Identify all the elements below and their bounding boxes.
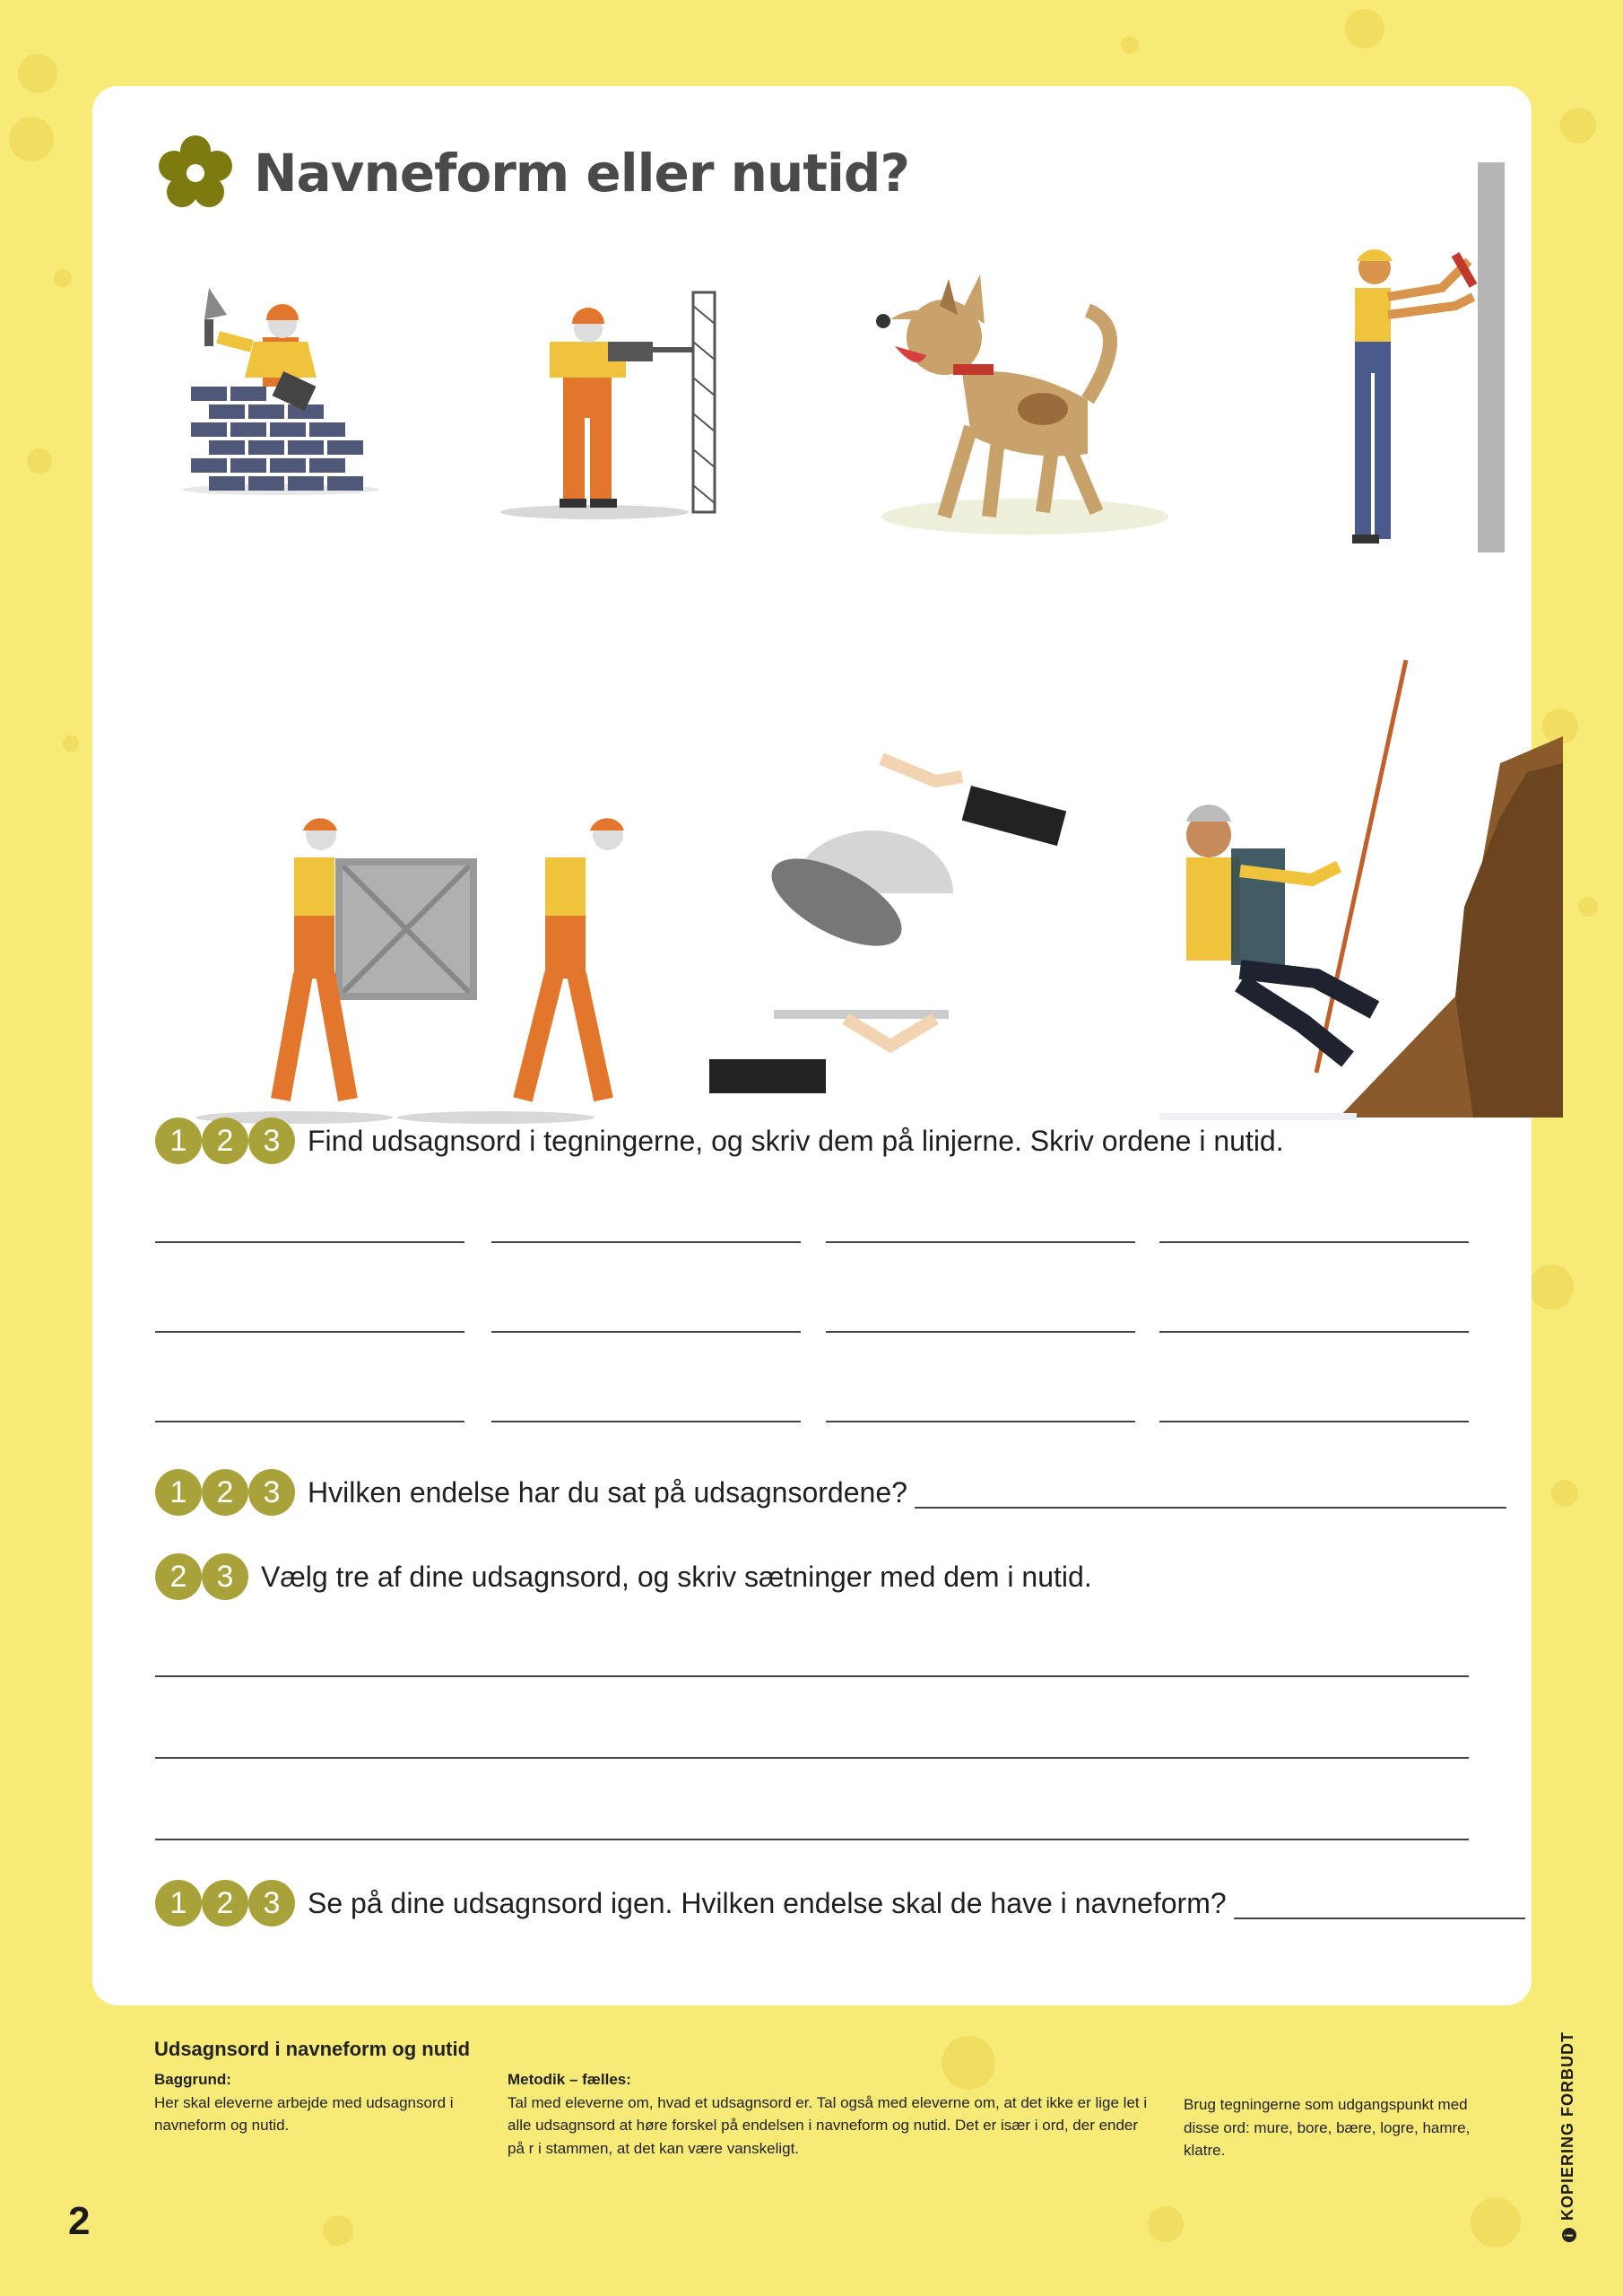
level-badge-1: 1: [155, 1469, 202, 1516]
task-2-text: Hvilken endelse har du sat på udsagnsordene?: [308, 1475, 907, 1509]
background-text: Her skal eleverne arbejde med udsagnsord i navneform og nutid.: [154, 2093, 454, 2134]
climber-icon: [1159, 638, 1563, 1122]
task-4: [155, 1880, 1525, 1926]
header: [155, 133, 909, 213]
page-number: 2: [68, 2199, 91, 2243]
level-badge-2: 2: [202, 1880, 248, 1926]
level-badge-1: 1: [155, 1118, 202, 1164]
dog-icon: [864, 274, 1168, 535]
sentence-line[interactable]: [155, 1675, 1469, 1677]
worksheet-card: [92, 86, 1532, 2005]
carrying-crate-icon: [160, 732, 662, 1126]
answer-line[interactable]: [491, 1241, 801, 1243]
level-badges: [155, 1553, 248, 1600]
task-2: [155, 1469, 1506, 1516]
driller-icon: [491, 288, 733, 521]
level-badges: [155, 1118, 295, 1164]
tip-text: Brug tegningerne som udgangspunkt med disse ord: mure, bore, bære, logre, hamre, klatre.: [1184, 2096, 1471, 2159]
answer-line[interactable]: [826, 1331, 1135, 1333]
level-badge-3: 3: [248, 1469, 295, 1516]
level-badge-2: 2: [202, 1469, 248, 1516]
method-text: Tal med eleverne om, hvad et udsagnsord er. Tal også med eleverne om, at det ikke er lige let i alle udsagnsord at høre forskel på endelsen i navneform og nutid. Det er især i ord, der ender på r i stammen, at det kan være vanskeligt.: [508, 2093, 1148, 2157]
page-title: Navneform eller nutid?: [254, 143, 910, 204]
level-badge-2: 2: [202, 1118, 248, 1164]
answer-line[interactable]: [491, 1331, 801, 1333]
notes-method: [508, 2068, 1153, 2160]
task-1: [155, 1118, 1284, 1164]
level-badges: [155, 1880, 295, 1926]
task-4-text: Se på dine udsagnsord igen. Hvilken endelse skal de have i navneform?: [308, 1886, 1227, 1919]
answer-line[interactable]: [1159, 1421, 1469, 1422]
answer-line[interactable]: [155, 1241, 464, 1243]
copyright-text: KOPIERING FORBUDT: [1558, 2031, 1576, 2221]
level-badge-1: 1: [155, 1880, 202, 1926]
answer-line[interactable]: [826, 1241, 1135, 1243]
sentence-line[interactable]: [155, 1839, 1469, 1840]
flower-icon: [155, 133, 236, 213]
hammering-worker-icon: [1249, 162, 1518, 557]
notes-background: [154, 2068, 477, 2137]
level-badge-3: 3: [202, 1553, 248, 1600]
info-icon: i: [1562, 2228, 1576, 2242]
level-badges: [155, 1469, 295, 1516]
sentence-line[interactable]: [155, 1757, 1469, 1759]
serving-tray-icon: [702, 741, 1079, 1118]
task-3-text: Vælg tre af dine udsagnsord, og skriv sætninger med dem i nutid.: [261, 1560, 1092, 1593]
method-title: Metodik – fælles:: [508, 2071, 631, 2088]
level-badge-2: 2: [155, 1553, 202, 1600]
answer-line[interactable]: [1159, 1241, 1469, 1243]
bricklayer-icon: [173, 288, 388, 503]
task-3: [155, 1553, 1092, 1600]
background-title: Baggrund:: [154, 2071, 231, 2088]
answer-line[interactable]: [155, 1421, 464, 1422]
copyright-notice: [1558, 2031, 1577, 2242]
level-badge-3: 3: [248, 1118, 295, 1164]
teacher-notes: [154, 2034, 1499, 2159]
answer-line[interactable]: [915, 1476, 1506, 1509]
answer-line[interactable]: [155, 1331, 464, 1333]
task-1-text: Find udsagnsord i tegningerne, og skriv dem på linjerne. Skriv ordene i nutid.: [308, 1124, 1284, 1157]
level-badge-3: 3: [248, 1880, 295, 1926]
answer-line[interactable]: [1159, 1331, 1469, 1333]
answer-line[interactable]: [1234, 1887, 1525, 1919]
notes-tip: [1184, 2093, 1480, 2162]
notes-heading: Udsagnsord i navneform og nutid: [154, 2038, 471, 2060]
answer-line[interactable]: [826, 1421, 1135, 1422]
answer-line[interactable]: [491, 1421, 801, 1422]
